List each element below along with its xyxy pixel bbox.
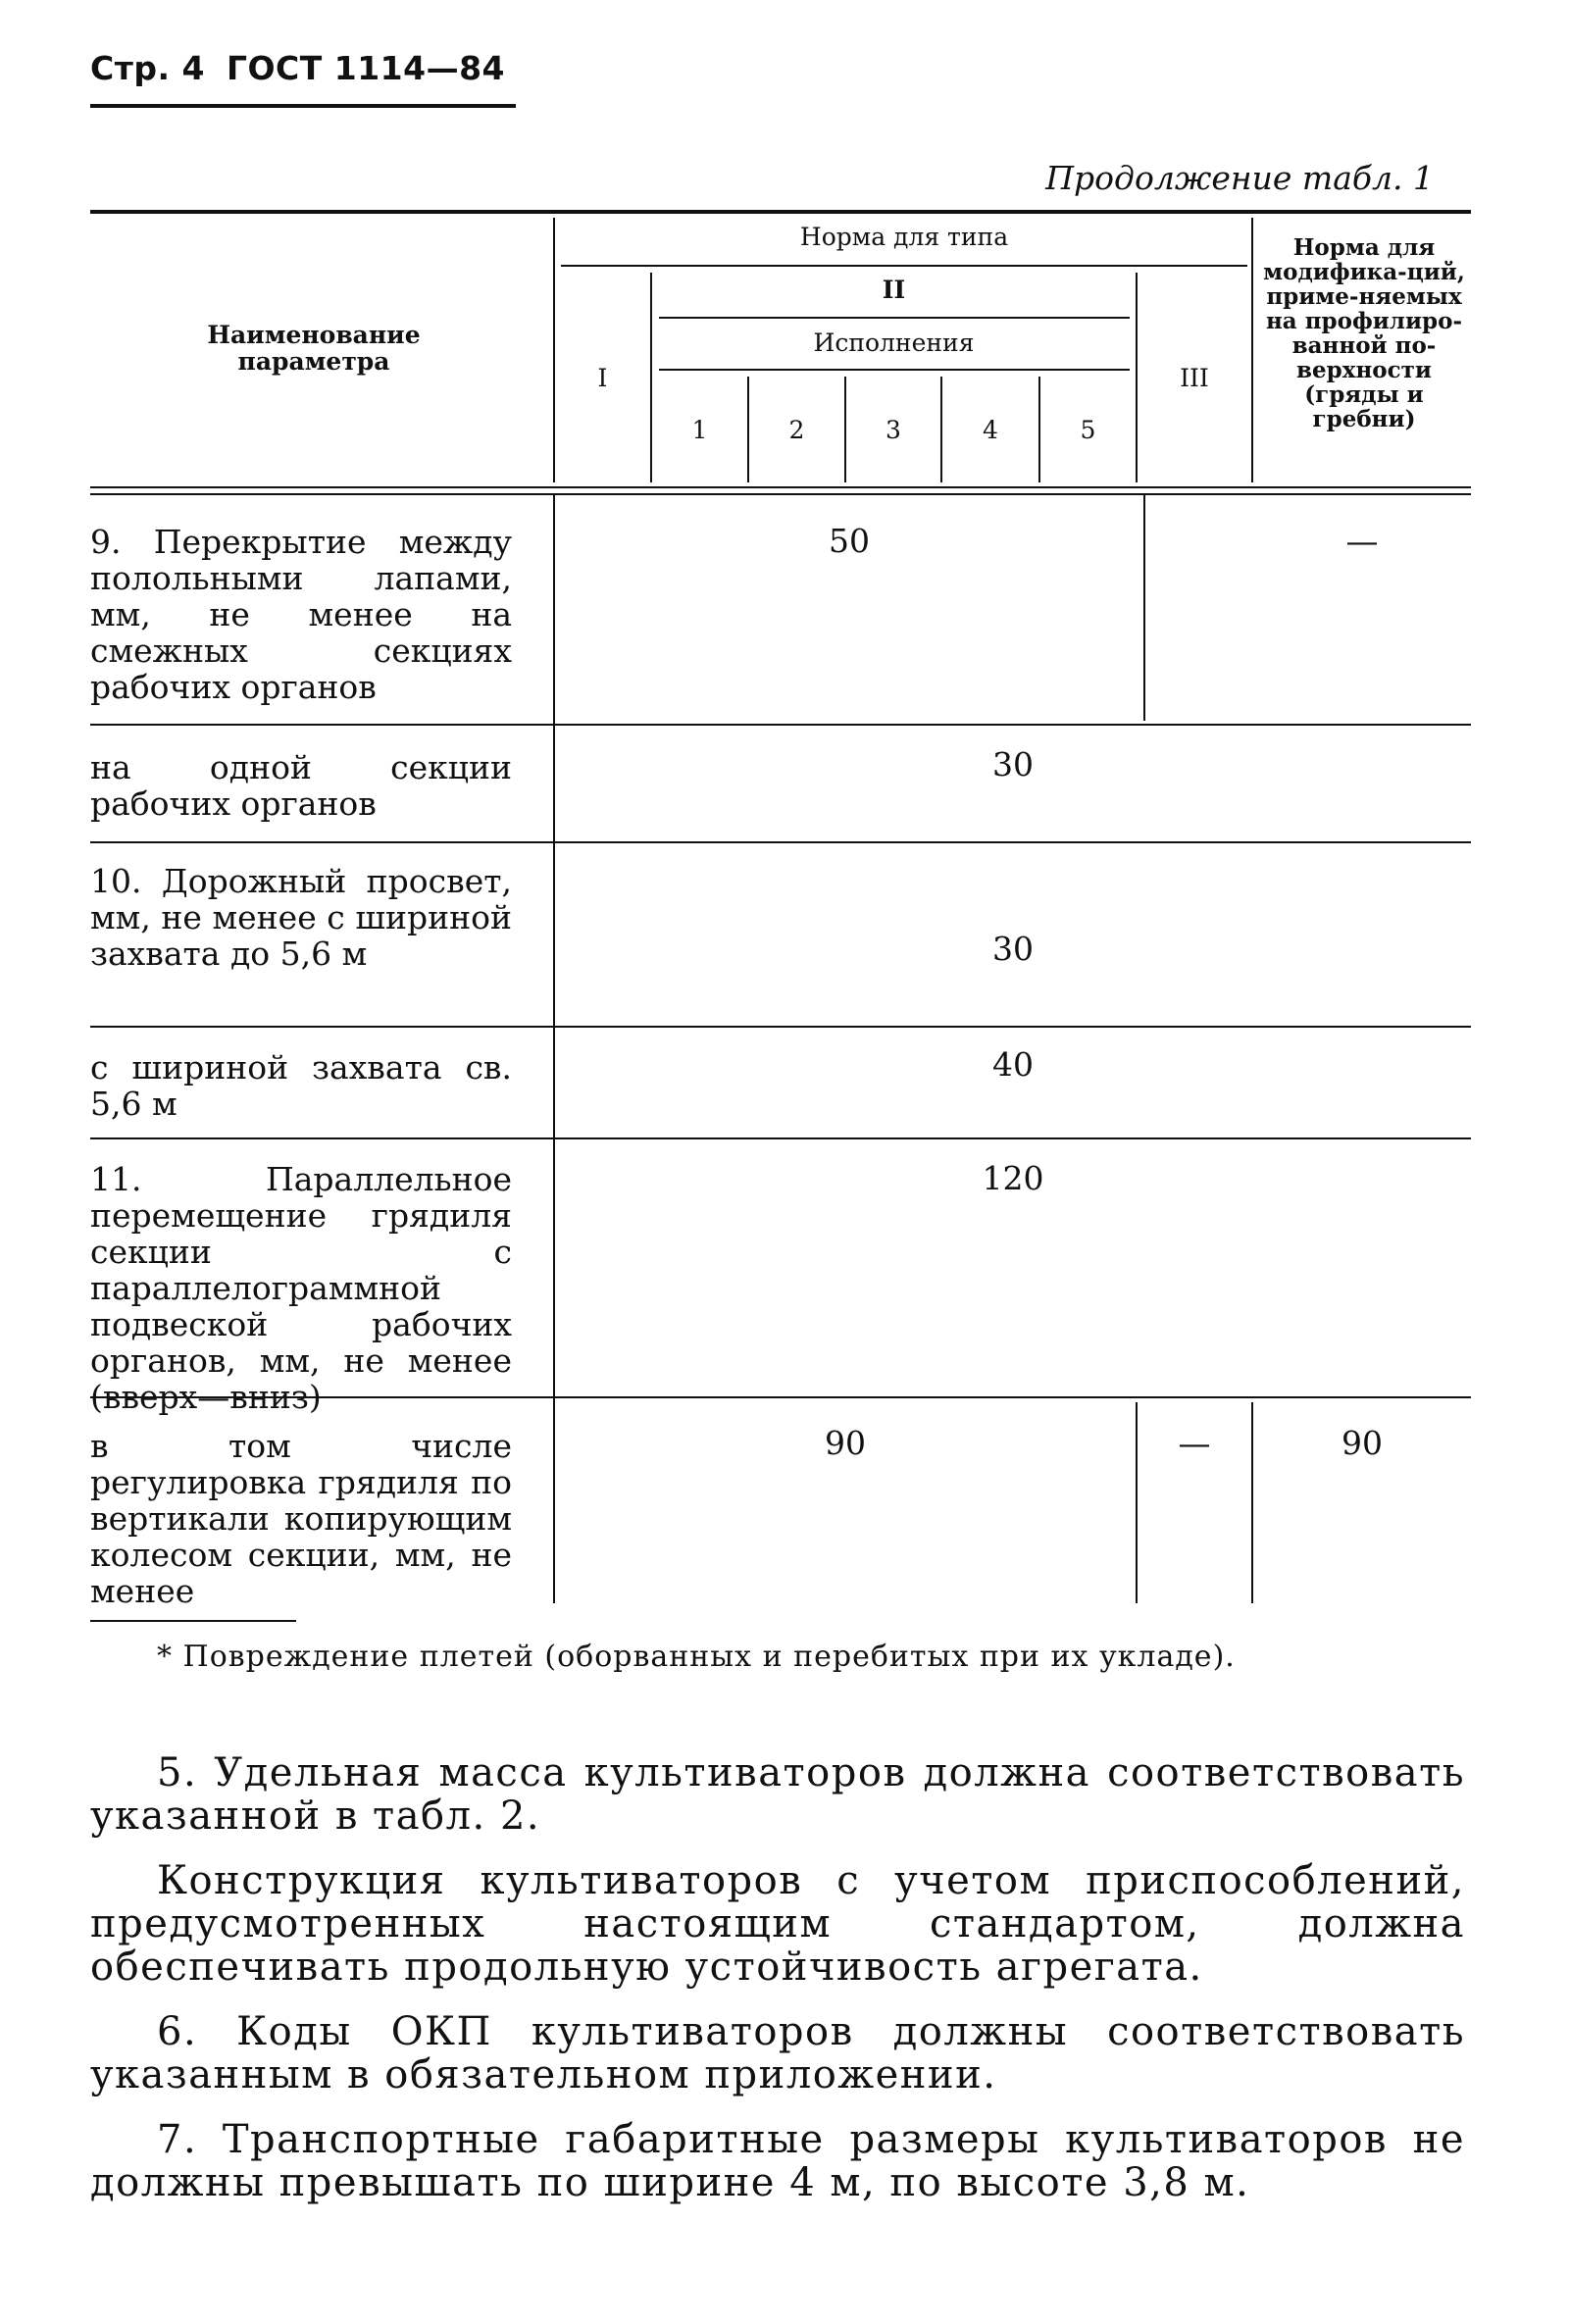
header-bottom-rule-2 [90,493,1471,495]
table-row-param-10b: с шириной захвата св. 5,6 м [90,1048,512,1123]
row-separator-2 [90,841,1471,843]
footnote: * Повреждение плетей (оборванных и перебитых при их укладе). [157,1640,1236,1674]
table-row-value: 50 [829,522,870,560]
page-label: Стр. 4 [90,49,205,87]
table-caption: Продолжение табл. 1 [1045,159,1434,197]
header-version-3: 3 [886,416,901,444]
table-row-value: 30 [992,745,1034,783]
table-row-param-11: 11. Параллельное перемещение грядиля секции с параллелограммной подвеской рабочих органов, мм, не менее (вверх—вниз) [90,1160,512,1416]
col-divider-type1 [650,273,652,482]
row-separator-1 [90,724,1471,726]
table-row-param-9b: на одной секции рабочих органов [90,748,512,823]
table-row-value: — [1345,522,1379,560]
table-row-value: 120 [982,1159,1044,1197]
header-norm-type: Норма для типа [799,223,1009,251]
standard-number: ГОСТ 1114—84 [226,49,506,87]
header-version-5: 5 [1080,416,1096,444]
table-row-param-11b: в том числе регулировка грядиля по вертикали копирующим колесом секции, мм, не менее [90,1427,512,1610]
paragraph-5: 5. Удельная масса культиваторов должна соответствовать указанной в табл. 2. [90,1750,1465,1839]
header-bottom-rule [90,486,1471,488]
table-row-value: 90 [825,1424,866,1462]
norm-type-rule [561,265,1247,267]
table-row-param-10: 10. Дорожный просвет, мм, не менее с шириной захвата до 5,6 м [90,862,512,973]
table-row-value: 90 [1341,1424,1383,1462]
table-row-value: 30 [992,930,1034,968]
footnote-rule [90,1620,296,1622]
row-separator-3 [90,1026,1471,1028]
row9-divider-a [1143,495,1145,721]
header-version-1: 1 [691,416,708,444]
type2-rule [659,317,1130,319]
col-divider-param [553,218,555,482]
header-version-4: 4 [983,416,998,444]
header-parameter: Наименование параметра [207,321,421,376]
page-header [90,49,505,87]
header-modification: Норма для модифика-ций, приме-няемых на профилиро-ванной по-верхности (гряды и гребни) [1263,234,1465,432]
header-type-2: II [882,276,906,304]
col-divider-mod [1251,218,1253,482]
row-separator-4 [90,1137,1471,1139]
table-row-param-9: 9. Перекрытие между полольными лапами, мм, не менее на смежных секциях рабочих органов [90,523,512,706]
header-type-3: III [1180,364,1209,392]
header-versions: Исполнения [813,328,975,357]
table-row-value: 40 [992,1045,1034,1084]
header-version-2: 2 [788,416,805,444]
versions-rule [659,369,1130,371]
table-row-value: — [1178,1424,1211,1462]
paragraph-6: 6. Коды ОКП культиваторов должны соответствовать указанным в обязательном приложении. [90,2009,1465,2097]
header-type-1: I [597,364,608,392]
header-rule [90,104,516,108]
paragraph-7: 7. Транспортные габаритные размеры культиваторов не должны превышать по ширине 4 м, по высоте 3,8 м. [90,2117,1465,2205]
table-top-rule [90,210,1471,214]
paragraph-construction: Конструкция культиваторов с учетом приспособлений, предусмотренных настоящим стандартом, должна обеспечивать продольную устойчивость агрегата. [90,1858,1465,1990]
